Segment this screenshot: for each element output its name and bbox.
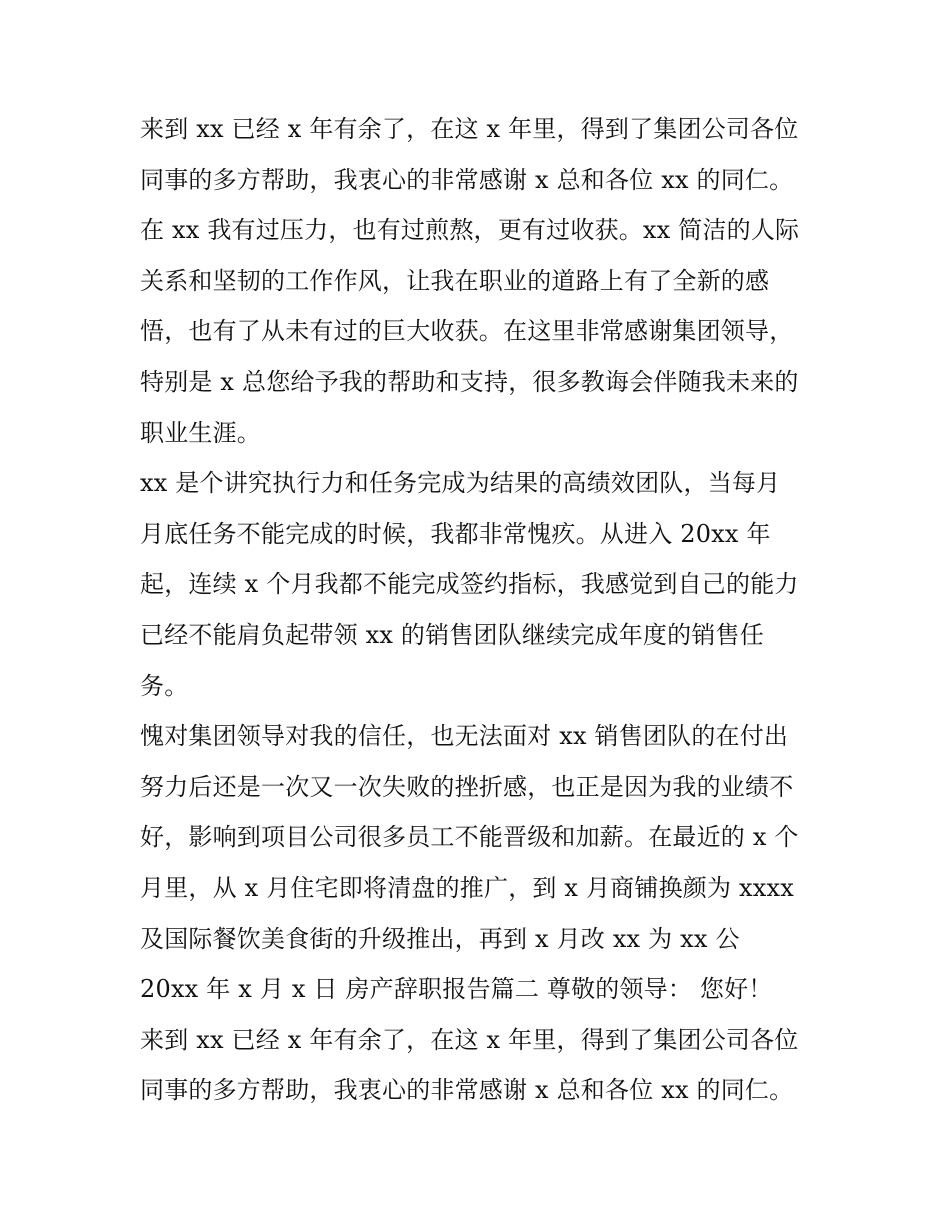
text-line: 在 xx 我有过压力，也有过煎熬，更有过收获。xx 简洁的人际	[140, 216, 800, 245]
text-line: 关系和坚韧的工作作风，让我在职业的道路上有了全新的感	[140, 266, 770, 295]
text-line: 特别是 x 总您给予我的帮助和支持，很多教诲会伴随我未来的	[140, 367, 799, 396]
text-line: 愧对集团领导对我的信任，也无法面对 xx 销售团队的在付出	[140, 722, 789, 751]
text-line: 务。	[140, 671, 189, 700]
text-line: 及国际餐饮美食街的升级推出，再到 x 月改 xx 为 xx 公	[140, 924, 740, 953]
text-line: 悟，也有了从未有过的巨大收获。在这里非常感谢集团领导，	[140, 317, 794, 346]
text-line: 职业生涯。	[140, 418, 261, 447]
text-line: 同事的多方帮助，我衷心的非常感谢 x 总和各位 xx 的同仁。	[140, 1076, 794, 1105]
text-line: 来到 xx 已经 x 年有余了，在这 x 年里，得到了集团公司各位	[140, 1025, 799, 1054]
text-line: 月里，从 x 月住宅即将清盘的推广，到 x 月商铺换颜为 xxxx	[140, 873, 794, 902]
text-line: 努力后还是一次又一次失败的挫折感，也正是因为我的业绩不	[140, 772, 794, 801]
document-body	[140, 104, 840, 1116]
text-line: 来到 xx 已经 x 年有余了，在这 x 年里，得到了集团公司各位	[140, 115, 799, 143]
text-line: 已经不能肩负起带领 xx 的销售团队继续完成年度的销售任	[140, 620, 764, 649]
text-line: 月底任务不能完成的时候，我都非常愧疚。从进入 20xx 年	[140, 519, 771, 548]
text-line: 好，影响到项目公司很多员工不能晋级和加薪。在最近的 x 个	[140, 823, 799, 852]
text-line: 同事的多方帮助，我衷心的非常感谢 x 总和各位 xx 的同仁。	[140, 165, 794, 194]
text-line: 起，连续 x 个月我都不能完成签约指标，我感觉到自己的能力	[140, 570, 799, 599]
text-line: 20xx 年 x 月 x 日 房产辞职报告篇二 尊敬的领导： 您好！	[140, 975, 773, 1004]
text-line: xx 是个讲究执行力和任务完成为结果的高绩效团队，当每月	[140, 469, 781, 498]
